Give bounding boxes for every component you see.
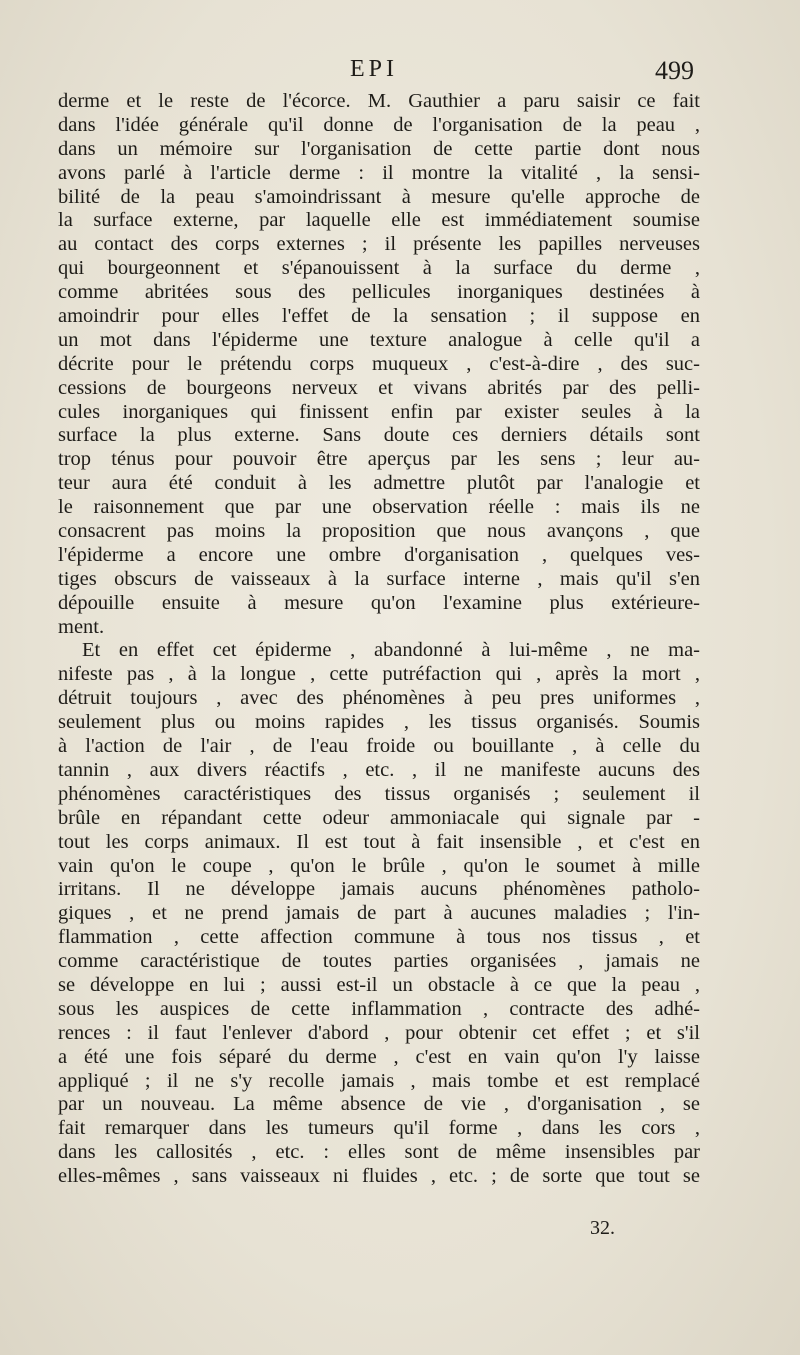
text-line: le raisonnement que par une observation réelle : mais ils ne	[58, 496, 700, 519]
text-line: détruit toujours , avec des phénomènes à peu pres uniformes ,	[58, 687, 700, 710]
text-line: vain qu'on le coupe , qu'on le brûle , qu'on le soumet à mille	[58, 854, 700, 877]
text-line: dans les callosités , etc. : elles sont de même insensibles par	[58, 1141, 700, 1164]
text-line: flammation , cette affection commune à tous nos tissus , et	[58, 926, 700, 949]
text-line: surface la plus externe. Sans doute ces derniers détails sont	[58, 424, 700, 447]
text-line: décrite pour le prétendu corps muqueux , c'est-à-dire , des suc-	[58, 352, 700, 375]
text-line: trop ténus pour pouvoir être aperçus par les sens ; leur au-	[58, 448, 700, 471]
text-line: par un nouveau. La même absence de vie , d'organisation , se	[58, 1093, 700, 1116]
running-title: EPI	[350, 56, 398, 82]
text-line: tout les corps animaux. Il est tout à fait insensible , et c'est en	[58, 830, 700, 853]
text-line: amoindrir pour elles l'effet de la sensation ; il suppose en	[58, 305, 700, 328]
text-line: brûle en répandant cette odeur ammoniacale qui signale par -	[58, 806, 700, 829]
paragraph-1	[58, 90, 700, 639]
text-line: irritans. Il ne développe jamais aucuns phénomènes patholo-	[58, 878, 700, 901]
text-line: appliqué ; il ne s'y recolle jamais , mais tombe et est remplacé	[58, 1069, 700, 1092]
text-line: dans un mémoire sur l'organisation de cette partie dont nous	[58, 137, 700, 160]
text-line: derme et le reste de l'écorce. M. Gauthier a paru saisir ce fait	[58, 90, 700, 112]
text-line: giques , et ne prend jamais de part à aucunes maladies ; l'in-	[58, 902, 700, 925]
page-number: 499	[655, 56, 694, 85]
text-line: rences : il faut l'enlever d'abord , pour obtenir cet effet ; et s'il	[58, 1021, 700, 1044]
text-line: dépouille ensuite à mesure qu'on l'examine plus extérieure-	[58, 591, 700, 614]
signature-mark: 32.	[590, 1217, 615, 1239]
text-line: consacrent pas moins la proposition que nous avançons , que	[58, 520, 700, 543]
text-line: à l'action de l'air , de l'eau froide ou bouillante , à celle du	[58, 735, 700, 758]
text-line: teur aura été conduit à les admettre plutôt par l'analogie et	[58, 472, 700, 495]
text-line: cules inorganiques qui finissent enfin par exister seules à la	[58, 400, 700, 423]
text-line: dans l'idée générale qu'il donne de l'organisation de la peau ,	[58, 113, 700, 136]
text-line: l'épiderme a encore une ombre d'organisation , quelques ves-	[58, 543, 700, 566]
text-line: ment.	[58, 615, 105, 638]
page-header	[0, 56, 800, 90]
text-line: tiges obscurs de vaisseaux à la surface interne , mais qu'il s'en	[58, 567, 700, 590]
text-line: au contact des corps externes ; il présente les papilles nerveuses	[58, 233, 700, 256]
text-line: qui bourgeonnent et s'épanouissent à la surface du derme ,	[58, 257, 700, 280]
text-line: cessions de bourgeons nerveux et vivans abrités par des pelli-	[58, 376, 700, 399]
text-line: bilité de la peau s'amoindrissant à mesure qu'elle approche de	[58, 185, 700, 208]
text-line: Et en effet cet épiderme , abandonné à lui-même , ne ma-	[82, 639, 700, 662]
text-line: elles-mêmes , sans vaisseaux ni fluides , etc. ; de sorte que tout se	[58, 1165, 700, 1188]
text-line: tannin , aux divers réactifs , etc. , il ne manifeste aucuns des	[58, 758, 700, 781]
text-line: la surface externe, par laquelle elle est immédiatement soumise	[58, 209, 700, 232]
text-line: nifeste pas , à la longue , cette putréfaction qui , après la mort ,	[58, 663, 700, 686]
text-line: comme abritées sous des pellicules inorganiques destinées à	[58, 281, 700, 304]
text-line: se développe en lui ; aussi est-il un obstacle à ce que la peau ,	[58, 973, 700, 996]
text-line: comme caractéristique de toutes parties organisées , jamais ne	[58, 950, 700, 973]
text-line: a été une fois séparé du derme , c'est en vain qu'on l'y laisse	[58, 1045, 700, 1068]
text-line: fait remarquer dans les tumeurs qu'il forme , dans les cors ,	[58, 1117, 700, 1140]
text-line: avons parlé à l'article derme : il montre la vitalité , la sensi-	[58, 161, 700, 184]
text-line: un mot dans l'épiderme une texture analogue à celle qu'il a	[58, 328, 700, 351]
body-text	[58, 90, 700, 1189]
paragraph-2	[58, 639, 700, 1188]
text-line: sous les auspices de cette inflammation , contracte des adhé-	[58, 997, 700, 1020]
text-line: phénomènes caractéristiques des tissus organisés ; seulement il	[58, 782, 700, 805]
text-line: seulement plus ou moins rapides , les tissus organisés. Soumis	[58, 711, 700, 734]
